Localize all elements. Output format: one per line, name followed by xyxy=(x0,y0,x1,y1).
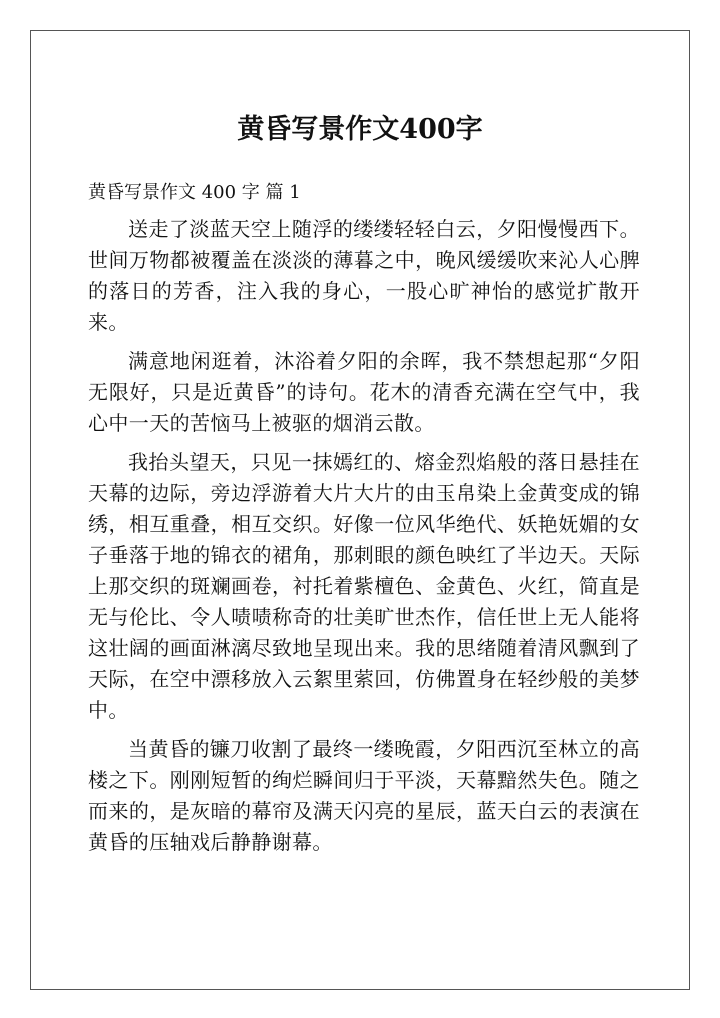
paragraph-4: 当黄昏的镰刀收割了最终一缕晚霞，夕阳西沉至林立的高楼之下。刚刚短暂的绚烂瞬间归于平淡，天幕黯然失色。随之而来的，是灰暗的幕帘及满天闪亮的星辰，蓝天白云的表演在黄昏的压轴戏后静静谢幕。 xyxy=(88,737,640,854)
paragraph-2: 满意地闲逛着，沐浴着夕阳的余晖，我不禁想起那“夕阳无限好，只是近黄昏”的诗句。花木的清香充满在空气中，我心中一天的苦恼马上被驱的烟消云散。 xyxy=(88,349,640,435)
paragraph-3: 我抬头望天，只见一抹嫣红的、熔金烈焰般的落日悬挂在天幕的边际，旁边浮游着大片大片的由玉帛染上金黄变成的锦绣，相互重叠，相互交织。好像一位风华绝代、妖艳妩媚的女子垂落于地的锦衣的裙角，那刺眼的颜色映红了半边天。天际上那交织的斑斓画卷，衬托着紫檀色、金黄色、火红，简直是无与伦比、令人啧啧称奇的壮美旷世杰作，信任世上无人能将这壮阔的画面淋漓尽致地呈现出来。我的思绪随着清风飘到了天际，在空中漂移放入云絮里萦回，仿佛置身在轻纱般的美梦中。 xyxy=(88,450,640,722)
paragraph-1: 送走了淡蓝天空上随浮的缕缕轻轻白云，夕阳慢慢西下。世间万物都被覆盖在淡淡的薄暮之中，晚风缓缓吹来沁人心脾的落日的芳香，注入我的身心，一股心旷神怡的感觉扩散开来。 xyxy=(88,217,640,334)
section-heading: 黄昏写景作文 400 字 篇 1 xyxy=(88,182,301,203)
document-title: 黄昏写景作文400字 xyxy=(237,114,483,145)
document-body xyxy=(88,214,640,866)
